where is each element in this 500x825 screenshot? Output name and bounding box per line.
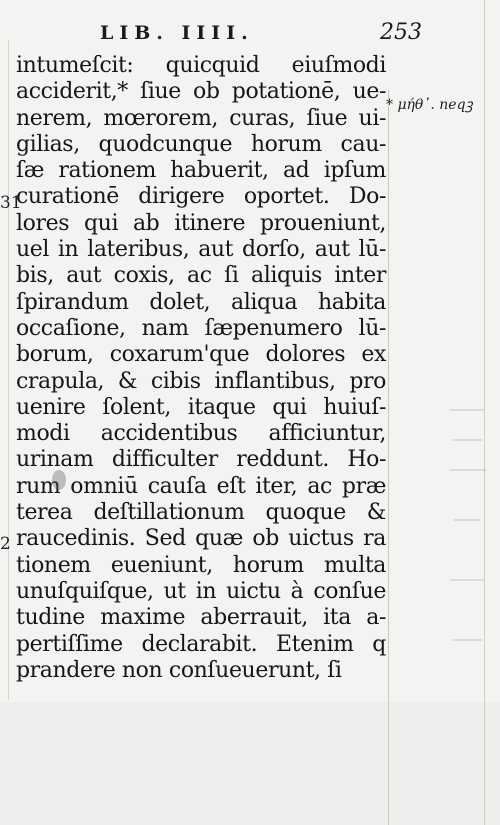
margin-number: 2 [0,534,11,554]
text-line: uel in lateribus, aut dorſo, aut lū- [16,237,386,263]
text-line: lores qui ab itinere proueniunt, [16,210,386,236]
text-line: tudine maxime aberrauit, ita a- [16,605,386,631]
text-line: prandere non conſueuerunt, ſi [16,657,342,683]
text-line: ſæ rationem habuerit, ad ipſum [16,158,386,184]
text-line: urinam difficulter reddunt. Ho- [16,447,386,473]
page-number: 253 [380,20,422,45]
lower-margin [0,702,500,825]
text-line: tionem eueniunt, horum multa [16,552,386,578]
text-line: rum omniū cauſa eſt iter, ac præ [16,473,386,499]
text-line: gilias, quodcunque horum cau- [16,131,386,157]
text-line: modi accidentibus afficiuntur, [16,421,386,447]
show-through-marks [448,400,488,660]
text-line: unuſquiſque, ut in uictu à conſue [16,578,386,604]
text-line: acciderit,* ſiue ob potationē, ue- [16,79,386,105]
fold-line [388,90,389,825]
text-line: curationē dirigere oportet. Do- [16,184,386,210]
running-head: LIB. IIII. [100,22,254,44]
text-line: uenire ſolent, itaque qui huiuſ- [16,394,386,420]
text-block [16,53,386,684]
text-line: occaſione, nam ſæpenumero lū- [16,315,386,341]
ink-blot [52,470,66,490]
margin-number: 31 [0,193,22,213]
text-line: bis, aut coxis, ac ſi aliquis inter [16,263,386,289]
text-line: crapula, & cibis inflantibus, pro [16,368,386,394]
text-line: nerem, mœrorem, curas, ſiue ui- [16,105,386,131]
text-line: terea deſtillationum quoque & [16,500,386,526]
text-line: ſpirandum dolet, aliqua habita [16,289,386,315]
text-line: pertiſſime declarabit. Etenim q [16,631,386,657]
gutter-line [8,40,9,700]
text-line: borum, coxarum'que dolores ex [16,342,386,368]
text-line: raucedinis. Sed quæ ob uictus ra [16,526,386,552]
text-line: intumeſcit: quicquid eiuſmodi [16,53,386,78]
marginal-note: * μήθ᾽. neqꝫ [386,97,473,113]
